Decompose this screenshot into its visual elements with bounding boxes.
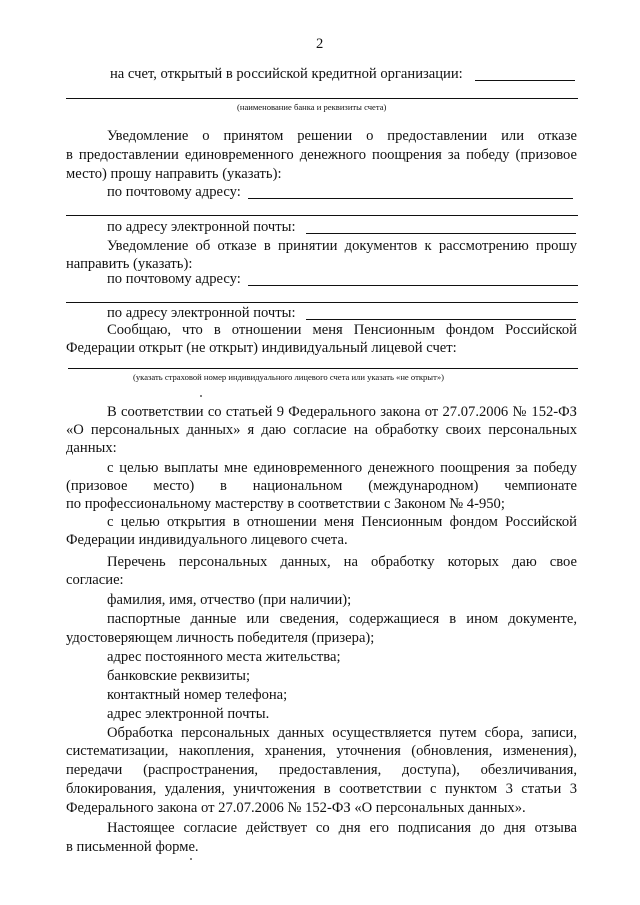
notice-refusal-email-line[interactable] — [306, 319, 576, 320]
processing-line4: блокирования, удаления, уничтожения в соответствии с пунктом 3 статьи 3 — [66, 781, 577, 797]
notice-decision-line1: Уведомление о принятом решении о предоставлении или отказе — [107, 128, 577, 144]
processing-line2: систематизации, накопления, хранения, уточнения (обновления, изменения), — [66, 743, 577, 759]
list-item: банковские реквизиты; — [107, 668, 251, 684]
processing-line5: Федерального закона от 27.07.2006 № 152-ФЗ «О персональных данных». — [66, 800, 526, 816]
list-intro-line2: согласие: — [66, 572, 124, 588]
list-item-continuation: удостоверяющем личность победителя (призера); — [66, 630, 375, 646]
consent-intro-line1: В соответствии со статьей 9 Федерального закона от 27.07.2006 № 152-ФЗ — [107, 404, 577, 420]
list-item: фамилия, имя, отчество (при наличии); — [107, 592, 352, 608]
scan-speck — [200, 395, 202, 397]
pension-account-line[interactable] — [68, 368, 578, 369]
pension-caption: (указать страховой номер индивидуального лицевого счета или указать «не открыт») — [133, 372, 444, 382]
notice-refusal-postal-line[interactable] — [248, 285, 578, 286]
notice-refusal-line2: направить (указать): — [66, 256, 193, 272]
purpose2-line2: Федерации индивидуального лицевого счета. — [66, 532, 348, 548]
notice-refusal-postal-line2[interactable] — [66, 302, 578, 303]
notice-decision-postal-line[interactable] — [248, 198, 573, 199]
pension-line2: Федерации открыт (не открыт) индивидуальный лицевой счет: — [66, 340, 457, 356]
notice-decision-email-label: по адресу электронной почты: — [107, 219, 296, 235]
notice-refusal-postal-label: по почтовому адресу: — [107, 271, 241, 287]
pension-line1: Сообщаю, что в отношении меня Пенсионным фондом Российской — [107, 322, 577, 338]
list-item: адрес электронной почты. — [107, 706, 270, 722]
processing-line3: передачи (распространения, предоставления, доступа), обезличивания, — [66, 762, 577, 778]
validity-line1: Настоящее согласие действует со дня его подписания до дня отзыва — [107, 820, 577, 836]
list-item: адрес постоянного места жительства; — [107, 649, 341, 665]
notice-decision-email-line[interactable] — [306, 233, 576, 234]
page-number: 2 — [316, 36, 324, 52]
notice-decision-postal-line2[interactable] — [66, 215, 578, 216]
account-details-line[interactable] — [66, 98, 578, 99]
purpose2-line1: с целью открытия в отношении меня Пенсионным фондом Российской — [107, 514, 577, 530]
notice-decision-postal-label: по почтовому адресу: — [107, 184, 241, 200]
consent-intro-line2: «О персональных данных» я даю согласие на обработку своих персональных — [66, 422, 577, 438]
notice-decision-line3: место) прошу направить (указать): — [66, 166, 282, 182]
notice-decision-line2: в предоставлении единовременного денежного поощрения за победу (призовое — [66, 147, 577, 163]
account-label: на счет, открытый в российской кредитной организации: — [110, 66, 463, 82]
purpose1-line2: (призовое место) в национальном (международном) чемпионате — [66, 478, 577, 494]
scan-speck — [190, 858, 192, 860]
validity-line2: в письменной форме. — [66, 839, 199, 855]
list-item: паспортные данные или сведения, содержащиеся в ином документе, — [107, 611, 577, 627]
account-caption: (наименование банка и реквизиты счета) — [237, 102, 387, 112]
list-item: контактный номер телефона; — [107, 687, 288, 703]
notice-refusal-email-label: по адресу электронной почты: — [107, 305, 296, 321]
processing-line1: Обработка персональных данных осуществляется путем сбора, записи, — [107, 725, 577, 741]
account-input-line[interactable] — [475, 80, 575, 81]
notice-refusal-line1: Уведомление об отказе в принятии документов к рассмотрению прошу — [107, 238, 577, 254]
purpose1-line1: с целью выплаты мне единовременного денежного поощрения за победу — [107, 460, 577, 476]
list-intro-line1: Перечень персональных данных, на обработку которых даю свое — [107, 554, 577, 570]
consent-intro-line3: данных: — [66, 440, 117, 456]
purpose1-line3: по профессиональному мастерству в соответствии с Законом № 4-950; — [66, 496, 505, 512]
